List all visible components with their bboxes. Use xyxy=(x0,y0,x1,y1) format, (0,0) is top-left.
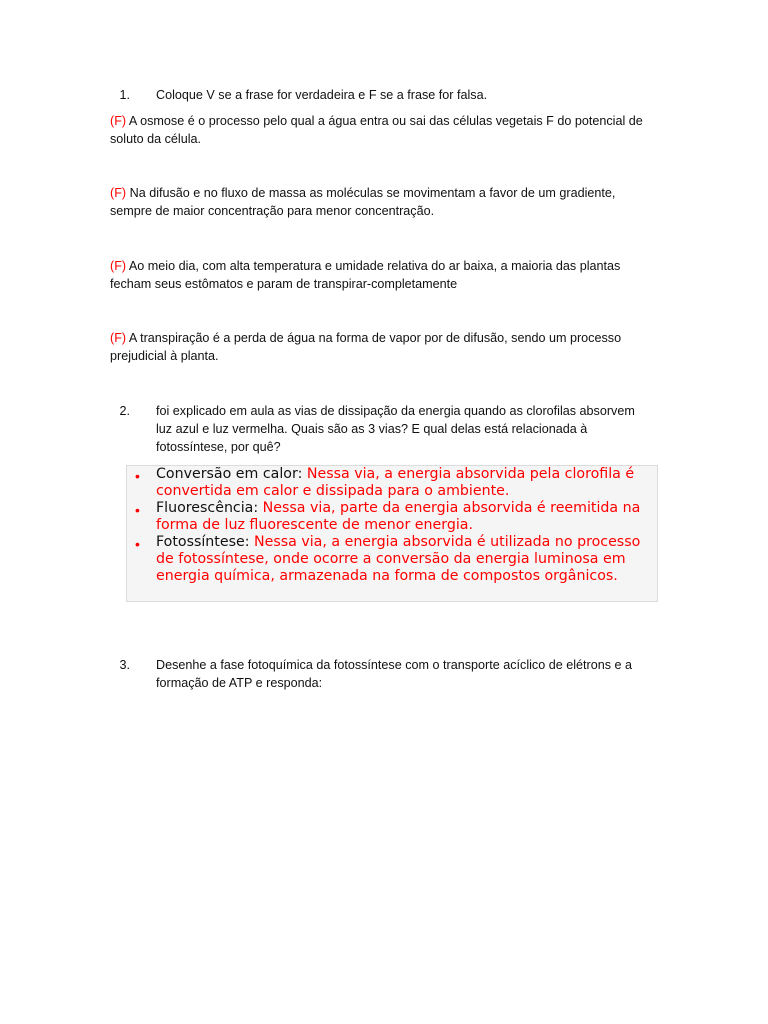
answer-2-label: Fluorescência: xyxy=(156,500,263,516)
statement-2 xyxy=(110,184,646,220)
statement-1-mark: (F) xyxy=(110,114,127,128)
answer-3-text: Nessa via, a energia absorvida é utilizada no processo de fotossíntese, onde ocorre a conversão da energia luminosa em energia química, armazenada na forma de compostos orgânicos. xyxy=(156,534,641,584)
answer-1 xyxy=(156,466,652,500)
answer-3 xyxy=(156,534,652,585)
answer-box xyxy=(126,465,658,602)
statement-2-mark: (F) xyxy=(110,186,127,200)
statement-4-text: A transpiração é a perda de água na forma de vapor por de difusão, sendo um processo prejudicial à planta. xyxy=(110,331,622,363)
answer-1-text: Nessa via, a energia absorvida pela clorofila é convertida em calor e dissipada para o ambiente. xyxy=(156,466,635,499)
question-2-number: 2. xyxy=(119,404,130,418)
statement-4 xyxy=(110,329,646,365)
answer-3-label: Fotossíntese: xyxy=(156,534,254,550)
statement-3-text: Ao meio dia, com alta temperatura e umidade relativa do ar baixa, a maioria das plantas fecham seus estômatos e param de transpirar-completamente xyxy=(110,259,621,291)
statement-2-text: Na difusão e no fluxo de massa as moléculas se movimentam a favor de um gradiente, sempre de maior concentração para menor concentração. xyxy=(110,186,616,218)
question-3-prompt: Desenhe a fase fotoquímica da fotossíntese com o transporte acíclico de elétrons e a formação de ATP e responda: xyxy=(156,658,633,690)
question-2-prompt: foi explicado em aula as vias de dissipação da energia quando as clorofilas absorvem luz azul e luz vermelha. Quais são as 3 vias? E qual delas está relacionada à fotossíntese, por quê? xyxy=(156,404,635,454)
statement-3 xyxy=(110,257,650,293)
statement-1-text: A osmose é o processo pelo qual a água entra ou sai das células vegetais F do potencial de soluto da célula. xyxy=(110,114,643,146)
bullet-1: • xyxy=(135,468,140,484)
statement-3-mark: (F) xyxy=(110,259,127,273)
question-1-number: 1. xyxy=(119,88,130,102)
statement-4-mark: (F) xyxy=(110,331,127,345)
question-1 xyxy=(110,86,670,106)
answer-2 xyxy=(156,500,652,534)
statement-1 xyxy=(110,112,658,148)
question-1-prompt: Coloque V se a frase for verdadeira e F se a frase for falsa. xyxy=(156,88,488,102)
answer-1-label: Conversão em calor: xyxy=(156,466,307,482)
bullet-2: • xyxy=(135,502,140,518)
bullet-3: • xyxy=(135,536,140,552)
answer-2-text: Nessa via, parte da energia absorvida é reemitida na forma de luz fluorescente de menor energia. xyxy=(156,500,641,533)
question-3-number: 3. xyxy=(119,658,130,672)
